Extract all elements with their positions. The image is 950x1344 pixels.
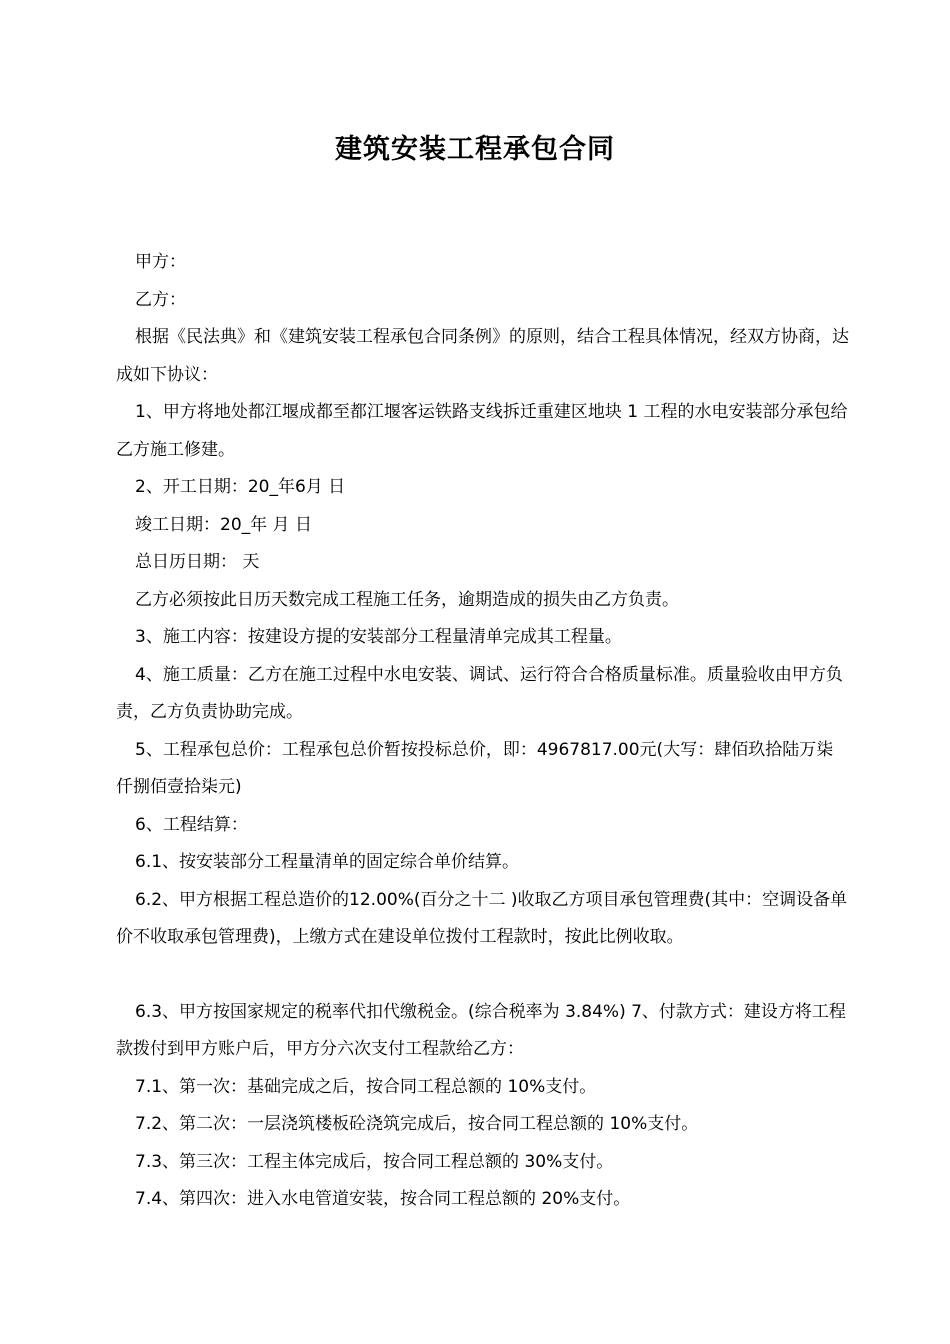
clause-7-4: 7.4、第四次：进入水电管道安装，按合同工程总额的 20%支付。 xyxy=(135,1189,631,1209)
delay-liability-paragraph: 乙方必须按此日历天数完成工程施工任务，逾期造成的损失由乙方负责。 xyxy=(135,589,679,610)
clause-7-3: 7.3、第三次：工程主体完成后，按合同工程总额的 30%支付。 xyxy=(135,1151,614,1172)
clause-7-1: 7.1、第一次：基础完成之后，按合同工程总额的 10%支付。 xyxy=(135,1076,597,1097)
clause-2-start-date: 2、开工日期：20_年6月 日 xyxy=(135,477,346,497)
clause-7-2: 7.2、第二次：一层浇筑楼板砼浇筑完成后，按合同工程总额的 10%支付。 xyxy=(135,1114,699,1134)
party-a-line: 甲方： xyxy=(135,252,186,272)
clause-3-content: 3、施工内容：按建设方提的安装部分工程量清单完成其工程量。 xyxy=(135,627,622,647)
clause-4-quality: 4、施工质量：乙方在施工过程中水电安装、调试、运行符合合格质量标准。质量验收由甲方负责，乙方负责协助完成。 xyxy=(116,664,843,722)
total-calendar-days-line: 总日历日期： 天 xyxy=(135,552,260,572)
clause-6-3-and-7: 6.3、甲方按国家规定的税率代扣代缴税金。(综合税率为 3.84%) 7、付款方式：建设方将工程款拨付到甲方账户后，甲方分六次支付工程款给乙方： xyxy=(116,1001,846,1059)
preamble-paragraph: 根据《民法典》和《建筑安装工程承包合同条例》的原则，结合工程具体情况，经双方协商，达成如下协议： xyxy=(116,327,849,385)
clause-5-total-price: 5、工程承包总价：工程承包总价暂按投标总价，即：4967817.00元(大写：肆佰玖拾陆万柒仟捌佰壹拾柒元) xyxy=(116,739,834,797)
completion-date-line: 竣工日期：20_年 月 日 xyxy=(135,514,312,535)
clause-6-settlement: 6、工程结算： xyxy=(135,814,248,835)
clause-6-1: 6.1、按安装部分工程量清单的固定综合单价结算。 xyxy=(135,852,520,872)
document-body xyxy=(116,244,850,1219)
clause-6-2: 6.2、甲方根据工程总造价的12.00%(百分之十二 )收取乙方项目承包管理费(其中：空调设备单价不收取承包管理费)，上缴方式在建设单位拨付工程款时，按此比例收取。 xyxy=(116,889,848,947)
party-b-line: 乙方： xyxy=(135,289,186,310)
document-title: 建筑安装工程承包合同 xyxy=(335,134,615,165)
clause-1-scope: 1、甲方将地处都江堰成都至都江堰客运铁路支线拆迁重建区地块 1 工程的水电安装部分承包给乙方施工修建。 xyxy=(116,402,848,460)
